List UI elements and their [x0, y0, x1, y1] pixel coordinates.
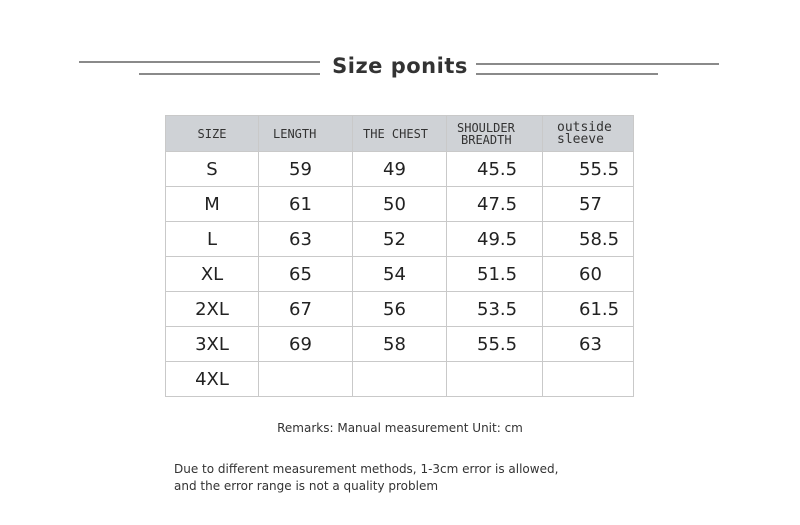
- header-outside-sleeve: [543, 116, 634, 152]
- shoulder-cell: [447, 362, 543, 397]
- table-row: [166, 257, 634, 292]
- header-shoulder-line2: BREADTH: [461, 132, 512, 147]
- header-row: [166, 116, 634, 152]
- chest-cell: 49: [353, 152, 447, 187]
- remarks-text: Remarks: Manual measurement Unit: cm: [277, 421, 523, 435]
- chest-cell: 56: [353, 292, 447, 327]
- size-cell: 3XL: [166, 327, 259, 362]
- sleeve-cell: 61.5: [543, 292, 634, 327]
- length-cell: 69: [259, 327, 353, 362]
- shoulder-cell: 49.5: [447, 222, 543, 257]
- table-row: [166, 362, 634, 397]
- sleeve-cell: [543, 362, 634, 397]
- header-sleeve-line2: sleeve: [557, 131, 604, 147]
- sleeve-cell: 63: [543, 327, 634, 362]
- size-cell: M: [166, 187, 259, 222]
- chest-cell: [353, 362, 447, 397]
- length-cell: 61: [259, 187, 353, 222]
- sleeve-cell: 60: [543, 257, 634, 292]
- error-note: [174, 461, 558, 495]
- length-cell: 67: [259, 292, 353, 327]
- table-row: [166, 222, 634, 257]
- length-cell: 63: [259, 222, 353, 257]
- header-sleeve-line1: outside: [557, 119, 612, 135]
- header-shoulder-line1: SHOULDER: [457, 120, 515, 135]
- table-header: [166, 116, 634, 152]
- length-cell: [259, 362, 353, 397]
- length-cell: 59: [259, 152, 353, 187]
- sleeve-cell: 57: [543, 187, 634, 222]
- header-chest: THE CHEST: [353, 116, 447, 152]
- table-row: [166, 152, 634, 187]
- size-cell: 4XL: [166, 362, 259, 397]
- title-section: [0, 0, 800, 90]
- size-cell: S: [166, 152, 259, 187]
- size-cell: XL: [166, 257, 259, 292]
- size-cell: L: [166, 222, 259, 257]
- shoulder-cell: 45.5: [447, 152, 543, 187]
- page-title: Size ponits: [332, 54, 468, 78]
- shoulder-cell: 55.5: [447, 327, 543, 362]
- table-row: [166, 187, 634, 222]
- chest-cell: 50: [353, 187, 447, 222]
- error-note-line1: Due to different measurement methods, 1-3cm error is allowed,: [174, 462, 559, 476]
- table-row: [166, 327, 634, 362]
- chest-cell: 58: [353, 327, 447, 362]
- chest-cell: 54: [353, 257, 447, 292]
- size-cell: 2XL: [166, 292, 259, 327]
- shoulder-cell: 47.5: [447, 187, 543, 222]
- sleeve-cell: 55.5: [543, 152, 634, 187]
- size-chart-table: [165, 115, 634, 397]
- header-shoulder-breadth: [447, 116, 543, 152]
- shoulder-cell: 51.5: [447, 257, 543, 292]
- error-note-line2: and the error range is not a quality problem: [174, 479, 439, 493]
- table-body: [166, 152, 634, 397]
- header-size: SIZE: [166, 116, 259, 152]
- header-length: LENGTH: [259, 116, 353, 152]
- shoulder-cell: 53.5: [447, 292, 543, 327]
- length-cell: 65: [259, 257, 353, 292]
- table-row: [166, 292, 634, 327]
- sleeve-cell: 58.5: [543, 222, 634, 257]
- chest-cell: 52: [353, 222, 447, 257]
